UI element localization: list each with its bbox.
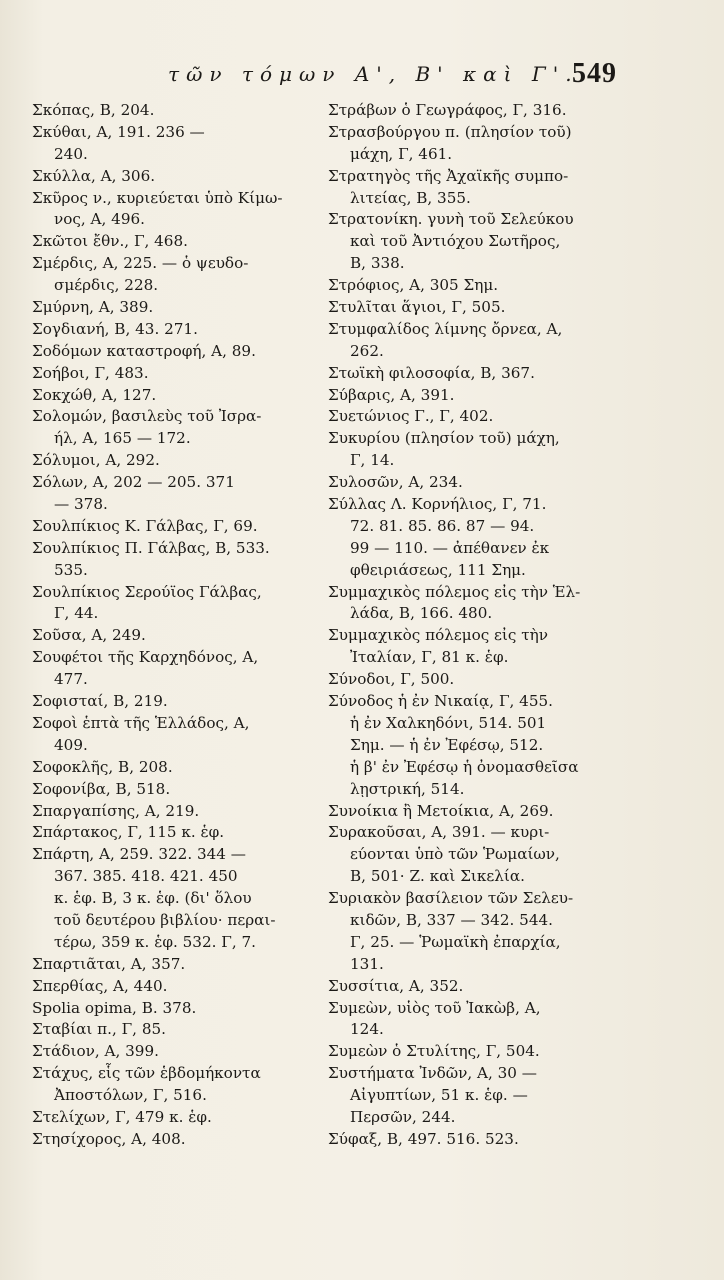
index-entry-headword-line: Στελίχων, Γ, 479 κ. ἑφ. (32, 1107, 212, 1126)
index-entry-headword-line: Συστήματα Ἰνδῶν, Α, 30 — (328, 1064, 537, 1083)
index-entry-continuation-line: κ. ἑφ. Β, 3 κ. ἑφ. (δι' ὅλου (54, 889, 252, 908)
index-entry-continuation-line: 240. (54, 144, 88, 163)
index-entry-headword-line: Στυμφαλίδος λίμνης ὄρνεα, Α, (328, 319, 563, 338)
index-entry (328, 822, 634, 888)
index-entry (32, 713, 336, 757)
index-entry-continuation-line: Γ, 44. (54, 604, 99, 623)
index-entry-headword-line: Σοφοὶ ἑπτὰ τῆς Ἑλλάδος, Α, (32, 713, 250, 732)
index-entry (32, 363, 336, 385)
index-entry (328, 1041, 634, 1063)
index-entry-headword-line: Στησίχορος, Α, 408. (32, 1129, 186, 1148)
index-entry-continuation-line: Β, 501· Ζ. καὶ Σικελία. (350, 867, 525, 886)
index-entry (32, 1041, 336, 1063)
index-entry-headword-line: Σολομών, βασιλεὺς τοῦ Ἰσρα- (32, 407, 262, 426)
index-entry-headword-line: Στυλῖται ἅγιοι, Γ, 505. (328, 298, 506, 317)
index-entry-continuation-line: Γ, 14. (350, 451, 395, 470)
index-entry-headword-line: Συμμαχικὸς πόλεμος εἰς τὴν Ἑλ- (328, 582, 581, 601)
index-entry (328, 472, 634, 494)
index-entry-headword-line: Συρακοῦσαι, Α, 391. — κυρι- (328, 823, 550, 842)
index-entry-continuation-line: τέρω, 359 κ. ἑφ. 532. Γ, 7. (54, 932, 256, 951)
index-entry-headword-line: Σύβαρις, Α, 391. (328, 385, 455, 404)
index-entry (328, 1129, 634, 1150)
index-entry-continuation-line: 367. 385. 418. 421. 450 (54, 867, 238, 886)
index-entry-continuation-line: Ἰταλίαν, Γ, 81 κ. ἑφ. (350, 648, 509, 667)
index-entry (32, 998, 336, 1020)
index-entry-continuation-line: Αἰγυπτίων, 51 κ. ἑφ. — (350, 1086, 528, 1105)
index-entry-headword-line: Σουλπίκιος Π. Γάλβας, Β, 533. (32, 538, 270, 557)
index-entry-headword-line: Συμεὼν ὁ Στυλίτης, Γ, 504. (328, 1042, 540, 1061)
index-entry-headword-line: Συνοίκια ἢ Μετοίκια, Α, 269. (328, 801, 554, 820)
index-entry-headword-line: Σκύθαι, Α, 191. 236 — (32, 122, 205, 141)
index-entry (328, 428, 634, 472)
header-title: τῶν τόμων Α', Β' καὶ Γ'. (168, 62, 579, 86)
index-entry-headword-line: Σόλων, Α, 202 — 205. 371 (32, 473, 235, 492)
index-entry (32, 297, 336, 319)
index-entry-continuation-line: σμέρδις, 228. (54, 276, 159, 295)
index-entry-continuation-line: 99 — 110. — ἀπέθανεν ἐκ (350, 538, 550, 557)
index-entry (328, 998, 634, 1042)
index-entry (32, 1129, 336, 1150)
index-entry (32, 406, 336, 450)
index-entry (328, 363, 634, 385)
index-entry (32, 691, 336, 713)
index-entry-continuation-line: νος, Α, 496. (54, 210, 145, 229)
running-header (0, 58, 724, 92)
index-entry-headword-line: Σύλλας Λ. Κορνήλιος, Γ, 71. (328, 495, 547, 514)
index-entry (328, 122, 634, 166)
index-entry-continuation-line: 72. 81. 85. 86. 87 — 94. (350, 516, 535, 535)
index-entry (32, 450, 336, 472)
index-entry-headword-line: Σοήβοι, Γ, 483. (32, 363, 149, 382)
index-entry-continuation-line: — 378. (54, 495, 108, 514)
index-entry-headword-line: Συετώνιος Γ., Γ, 402. (328, 407, 494, 426)
index-entry-headword-line: Στάδιον, Α, 399. (32, 1042, 159, 1061)
index-column-left (32, 100, 336, 1150)
index-entry (32, 757, 336, 779)
index-entry-continuation-line: 535. (54, 560, 88, 579)
index-entry-headword-line: Σύφαξ, Β, 497. 516. 523. (328, 1129, 519, 1148)
index-entry (32, 844, 336, 953)
index-entry-headword-line: Συλοσῶν, Α, 234. (328, 473, 463, 492)
index-entry (328, 406, 634, 428)
index-entry (32, 188, 336, 232)
index-entry-headword-line: Στωϊκὴ φιλοσοφία, Β, 367. (328, 363, 535, 382)
index-entry-headword-line: Συσσίτια, Α, 352. (328, 976, 464, 995)
index-entry (328, 297, 634, 319)
index-entry-headword-line: Στρόφιος, Α, 305 Σημ. (328, 276, 499, 295)
index-entry-headword-line: Συμμαχικὸς πόλεμος εἰς τὴν (328, 626, 548, 645)
index-entry-headword-line: Σταβίαι π., Γ, 85. (32, 1020, 166, 1039)
index-entry-continuation-line: ἡ β' ἐν Ἐφέσῳ ἡ ὀνομασθεῖσα (350, 757, 579, 776)
index-entry-continuation-line: 131. (350, 954, 384, 973)
index-entry (32, 100, 336, 122)
index-entry (328, 275, 634, 297)
index-entry (32, 976, 336, 998)
index-entry (328, 888, 634, 976)
index-entry (32, 822, 336, 844)
index-entry-headword-line: Σουφέτοι τῆς Καρχηδόνος, Α, (32, 648, 259, 667)
index-entry-headword-line: Spolia opima, Β. 378. (32, 998, 197, 1017)
index-entry (32, 319, 336, 341)
index-entry (32, 166, 336, 188)
index-entry-headword-line: Σόλυμοι, Α, 292. (32, 451, 160, 470)
index-entry (32, 253, 336, 297)
index-entry (328, 385, 634, 407)
index-entry (32, 472, 336, 516)
index-entry (32, 582, 336, 626)
index-entry-continuation-line: 477. (54, 670, 88, 689)
index-entry-continuation-line: καὶ τοῦ Ἀντιόχου Σωτῆρος, (350, 232, 561, 251)
index-entry (32, 779, 336, 801)
index-entry-continuation-line: φθειριάσεως, 111 Σημ. (350, 560, 526, 579)
index-entry (32, 538, 336, 582)
index-entry (32, 341, 336, 363)
index-entry (328, 1063, 634, 1129)
index-entry-headword-line: Σπαρτιᾶται, Α, 357. (32, 954, 186, 973)
index-entry-continuation-line: ήλ, Α, 165 — 172. (54, 429, 191, 448)
index-entry (328, 669, 634, 691)
index-entry-continuation-line: 409. (54, 735, 88, 754)
index-entry (328, 691, 634, 800)
index-entry-headword-line: Στρασβούργου π. (πλησίον τοῦ) (328, 122, 572, 141)
index-entry-headword-line: Σκῦρος ν., κυριεύεται ὑπὸ Κίμω- (32, 188, 283, 207)
index-entry-continuation-line: Ἀποστόλων, Γ, 516. (54, 1086, 207, 1105)
index-entry (328, 801, 634, 823)
index-entry-headword-line: Σοδόμων καταστροφή, Α, 89. (32, 341, 256, 360)
index-entry-headword-line: Σμύρνη, Α, 389. (32, 298, 154, 317)
index-entry (328, 625, 634, 669)
index-entry-continuation-line: λῃστρική, 514. (350, 779, 465, 798)
index-entry (32, 1063, 336, 1107)
index-entry-continuation-line: λιτείας, Β, 355. (350, 188, 471, 207)
index-entry (32, 516, 336, 538)
index-entry (32, 1019, 336, 1041)
index-entry (32, 1107, 336, 1129)
index-entry (328, 100, 634, 122)
index-entry-headword-line: Στρατονίκη. γυνὴ τοῦ Σελεύκου (328, 210, 574, 229)
index-entry (328, 582, 634, 626)
index-entry-continuation-line: κιδῶν, Β, 337 — 342. 544. (350, 910, 553, 929)
index-entry-headword-line: Στράβων ὁ Γεωγράφος, Γ, 316. (328, 101, 567, 119)
index-entry (32, 385, 336, 407)
index-entry-headword-line: Σμέρδις, Α, 225. — ὁ ψευδο- (32, 254, 249, 273)
index-entry (328, 166, 634, 210)
index-entry-headword-line: Σοφονίβα, Β, 518. (32, 779, 171, 798)
index-entry-headword-line: Στάχυς, εἷς τῶν ἑβδομήκοντα (32, 1064, 261, 1083)
index-entry (32, 231, 336, 253)
index-entry-headword-line: Σουλπίκιος Κ. Γάλβας, Γ, 69. (32, 516, 258, 535)
index-entry (32, 625, 336, 647)
index-entry-continuation-line: μάχη, Γ, 461. (350, 144, 453, 163)
index-entry-headword-line: Σουλπίκιος Σερούϊος Γάλβας, (32, 582, 262, 601)
index-entry-headword-line: Σπάρτη, Α, 259. 322. 344 — (32, 845, 246, 864)
index-entry (32, 122, 336, 166)
index-entry-continuation-line: 262. (350, 341, 384, 360)
index-entry-headword-line: Σκύλλα, Α, 306. (32, 166, 156, 185)
index-entry (328, 319, 634, 363)
index-entry-continuation-line: τοῦ δευτέρου βιβλίου· περαι- (54, 910, 276, 929)
index-entry (32, 801, 336, 823)
index-entry-headword-line: Σοφοκλῆς, Β, 208. (32, 757, 173, 776)
index-entry (328, 976, 634, 998)
index-entry-headword-line: Συριακὸν βασίλειον τῶν Σελευ- (328, 889, 574, 908)
index-entry (328, 209, 634, 275)
index-entry (32, 647, 336, 691)
index-entry-headword-line: Σκόπας, Β, 204. (32, 101, 155, 119)
index-entry (328, 494, 634, 582)
index-entry (32, 954, 336, 976)
index-entry-headword-line: Σπάρτακος, Γ, 115 κ. ἑφ. (32, 823, 225, 842)
index-entry-headword-line: Σπαργαπίσης, Α, 219. (32, 801, 200, 820)
index-entry-headword-line: Σοκχώθ, Α, 127. (32, 385, 157, 404)
index-entry-headword-line: Σύνοδος ἡ ἐν Νικαίᾳ, Γ, 455. (328, 692, 553, 711)
index-entry-continuation-line: Σημ. — ἡ ἐν Ἐφέσῳ, 512. (350, 735, 544, 754)
index-entry-continuation-line: Γ, 25. — Ῥωμαϊκὴ ἐπαρχία, (350, 932, 561, 951)
index-entry-continuation-line: 124. (350, 1020, 384, 1039)
index-entry-continuation-line: Περσῶν, 244. (350, 1107, 456, 1126)
index-entry-headword-line: Στρατηγὸς τῆς Ἀχαϊκῆς συμπο- (328, 166, 569, 185)
index-entry-continuation-line: εύονται ὑπὸ τῶν Ῥωμαίων, (350, 845, 560, 864)
index-entry-continuation-line: Β, 338. (350, 254, 405, 273)
index-entry-headword-line: Σκῶτοι ἔθν., Γ, 468. (32, 232, 188, 251)
index-entry-headword-line: Συκυρίου (πλησίον τοῦ) μάχη, (328, 429, 560, 448)
index-entry-headword-line: Συμεὼν, υἱὸς τοῦ Ἰακὼβ, Α, (328, 998, 541, 1017)
page-number: 549 (572, 58, 617, 89)
index-entry-headword-line: Σοῦσα, Α, 249. (32, 626, 146, 645)
index-entry-headword-line: Σοφισταί, Β, 219. (32, 692, 168, 711)
index-entry-headword-line: Σογδιανή, Β, 43. 271. (32, 319, 198, 338)
index-entry-headword-line: Σπερθίας, Α, 440. (32, 976, 168, 995)
index-entry-continuation-line: λάδα, Β, 166. 480. (350, 604, 493, 623)
index-column-right (328, 100, 634, 1150)
index-entry-headword-line: Σύνοδοι, Γ, 500. (328, 670, 455, 689)
index-entry-continuation-line: ἡ ἐν Χαλκηδόνι, 514. 501 (350, 713, 547, 732)
